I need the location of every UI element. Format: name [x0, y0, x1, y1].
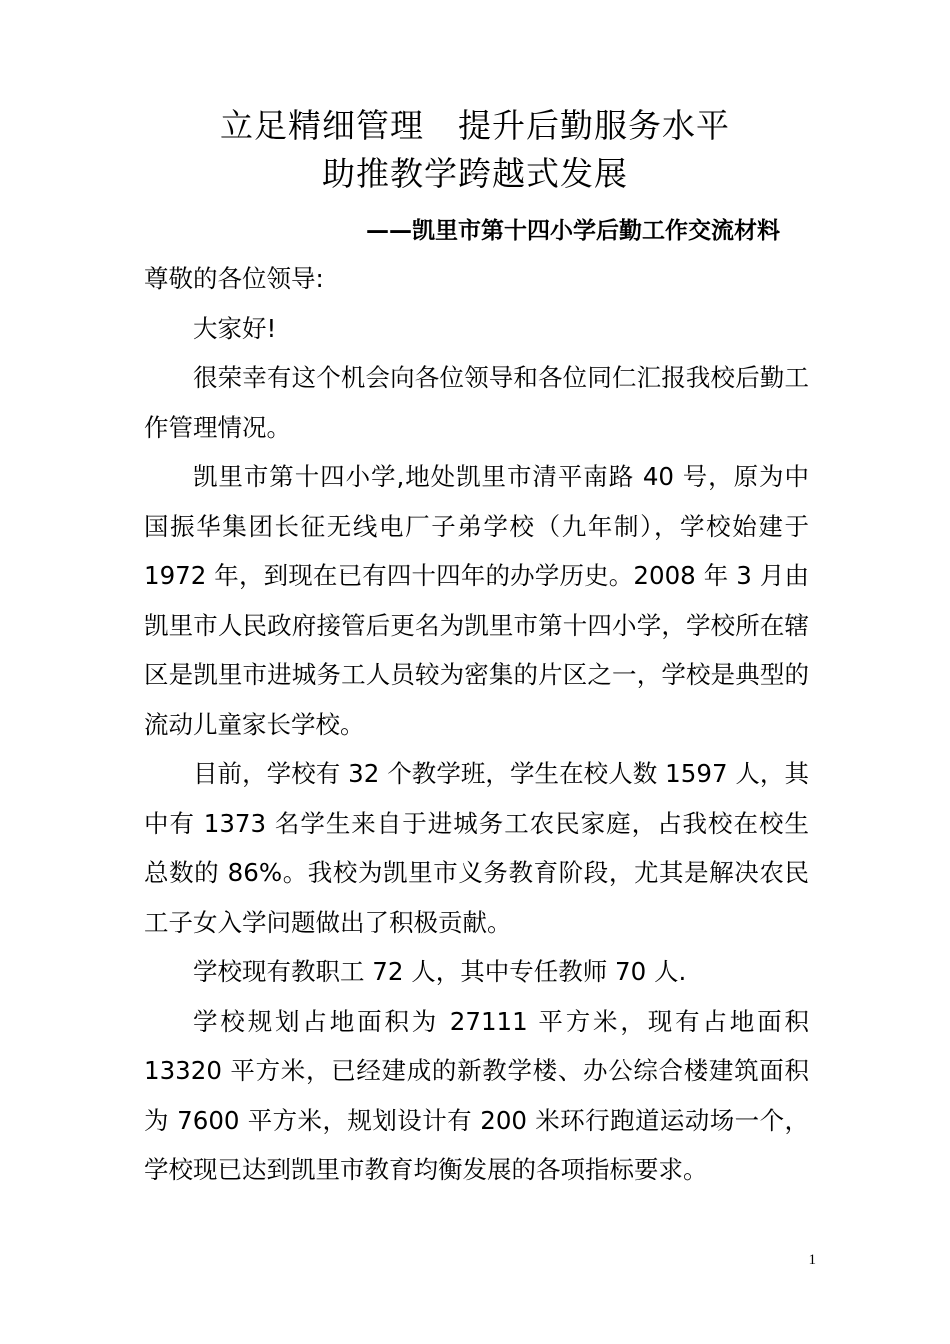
paragraph-school-history: 凯里市第十四小学,地处凯里市清平南路 40 号，原为中国振华集团长征无线电厂子弟学校（九年制），学校始建于 1972 年，到现在已有四十四年的办学历史。2008 年 3 月由凯里市人民政府接管后更名为凯里市第十四小学，学校所在辖区是凯里市进城务工人员较为密集的片区之一，学校是典型的流动儿童家长学校。 [144, 462, 809, 739]
title-line-1: 立足精细管理 提升后勤服务水平 [220, 106, 730, 145]
paragraph-intro: 很荣幸有这个机会向各位领导和各位同仁汇报我校后勤工作管理情况。 [144, 363, 809, 442]
paragraph-staff: 学校现有教职工 72 人，其中专任教师 70 人. [193, 957, 687, 986]
paragraph-greeting: 大家好! [193, 313, 277, 343]
title-line-2: 助推教学跨越式发展 [322, 154, 628, 193]
paragraph-student-stats: 目前，学校有 32 个教学班，学生在校人数 1597 人，其中有 1373 名学生来自于进城务工农民家庭，占我校在校生总数的 86%。我校为凯里市义务教育阶段，尤其是解决农民工子女入学问题做出了积极贡献。 [144, 759, 809, 937]
subtitle: ——凯里市第十四小学后勤工作交流材料 [366, 218, 780, 244]
body-text [144, 254, 809, 1195]
paragraph-campus-area: 学校规划占地面积为 27111 平方米，现有占地面积13320 平方米，已经建成的新教学楼、办公综合楼建筑面积为 7600 平方米，规划设计有 200 米环行跑道运动场一个，学校现已达到凯里市教育均衡发展的各项指标要求。 [144, 1006, 809, 1184]
salutation: 尊敬的各位领导: [144, 264, 324, 293]
page-number: 1 [808, 1252, 816, 1268]
